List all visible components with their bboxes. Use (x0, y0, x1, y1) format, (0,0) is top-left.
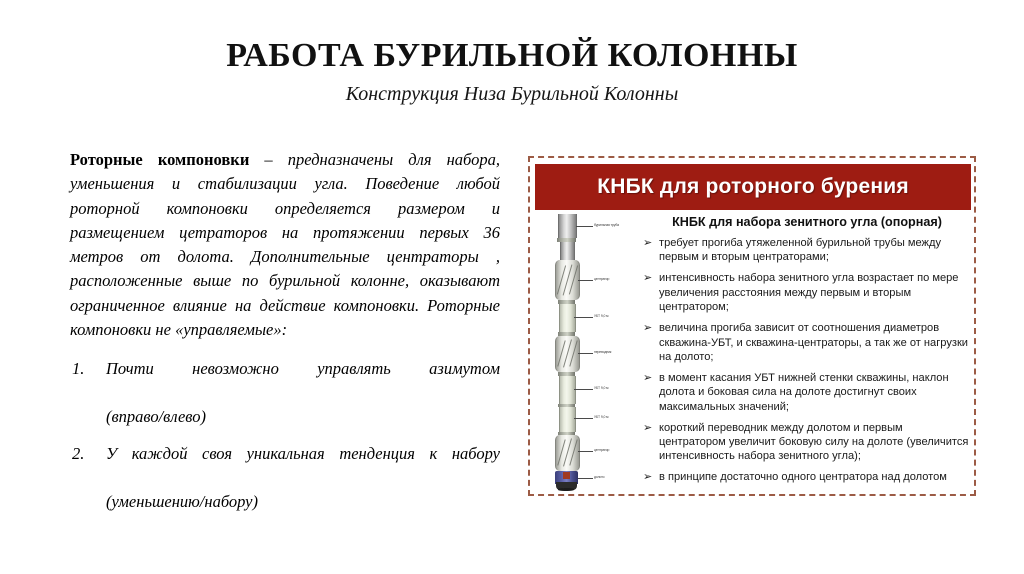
callout-label: УБТ 9,0 м (594, 314, 609, 318)
list-item-line2: (уменьшению/набору) (106, 491, 259, 511)
list-item (70, 357, 500, 429)
callout-line (578, 451, 593, 452)
callout-label: долото (594, 475, 605, 479)
list-item-number: 1. (72, 359, 85, 378)
list-item-text: в момент касания УБТ нижней стенки скважины, наклон долота и боковая сила на долоте достигнут своих максимальных значений; (659, 371, 949, 413)
panel-body (530, 210, 974, 496)
list-item-number: 2. (72, 443, 85, 463)
drill-pipe-segment-icon (558, 214, 577, 238)
drill-collar-icon (559, 376, 576, 404)
stabilizer-icon (555, 260, 580, 300)
intro-paragraph-body: – предназначены для набора, уменьшения и стабилизации угла. Поведение любой роторной компоновки определяется размером и размещением цетраторов на протяжении первых 36 метров от долота. Дополнительные центраторы , расположенные выше по бурильной колонне, оказывают ограниченное влияние на действие компоновки. Роторные компоновки не «управляемые»: (70, 150, 500, 339)
stabilizer-icon (555, 336, 580, 372)
arrow-bullet-icon: ➢ (643, 371, 653, 384)
callout-label: бурильная труба (594, 223, 619, 227)
callout-line (574, 389, 593, 390)
list-item (642, 371, 972, 414)
bha-info-panel (528, 156, 976, 496)
stabilizer-icon (555, 435, 580, 471)
arrow-bullet-icon: ➢ (643, 237, 653, 249)
callout-line (574, 317, 593, 318)
callout-line (578, 280, 593, 281)
bit-nozzle-icon (563, 472, 570, 479)
page-subtitle: Конструкция Низа Бурильной Колонны (345, 82, 679, 105)
callout-line (576, 226, 593, 227)
arrow-bullet-icon: ➢ (643, 322, 653, 335)
intro-lead-term: Роторные компоновки (70, 150, 250, 169)
callout-label: УБТ 9,0 м (594, 386, 609, 390)
intro-paragraph (70, 148, 500, 342)
panel-banner (535, 164, 971, 210)
arrow-bullet-icon: ➢ (643, 471, 653, 484)
list-item (642, 236, 972, 265)
callout-label: переводник (594, 350, 612, 354)
callout-label: центратор (594, 448, 610, 452)
bha-diagram (536, 210, 646, 492)
bullet-column (642, 212, 972, 494)
list-item (642, 321, 972, 364)
list-item-line1: Почти невозможно управлять азимутом (106, 359, 500, 378)
list-item-line1: У каждой своя уникальная тенденция к набору (106, 443, 500, 463)
callout-line (578, 478, 593, 479)
title-block (0, 38, 1024, 106)
list-item-text: требует прогиба утяжеленной бурильной трубы между первым и вторым центраторами; (659, 237, 941, 264)
bit-teeth-icon (558, 488, 574, 491)
callout-label: центратор (594, 277, 610, 281)
drill-pipe-segment-icon (560, 242, 575, 254)
arrow-bullet-icon: ➢ (643, 272, 653, 285)
list-item-text: в принципе достаточно одного центратора над долотом (659, 471, 947, 484)
page-title: РАБОТА БУРИЛЬНОЙ КОЛОННЫ (226, 37, 798, 74)
left-text-column (70, 148, 500, 527)
list-item-text: величина прогиба зависит от соотношения диаметров скважина-УБТ, и скважина-центраторы, а так же от нагрузки на долото; (659, 322, 968, 363)
callout-line (578, 353, 593, 354)
list-item (642, 421, 972, 464)
list-item-text: короткий переводник между долотом и первым центратором увеличит боковую силу на долоте (увеличится интенсивность набора зенитного угла); (659, 421, 969, 463)
list-item (642, 271, 972, 314)
drill-collar-icon (559, 407, 576, 432)
panel-banner-title: КНБК для роторного бурения (597, 175, 909, 198)
bha-characteristics-list (642, 236, 972, 485)
list-item-text: интенсивность набора зенитного угла возрастает по мере увеличения расстояния между первым и вторым центратором; (659, 272, 959, 314)
callout-label: УБТ 9,0 м (594, 415, 609, 419)
callout-line (574, 418, 593, 419)
drill-collar-icon (559, 304, 576, 332)
list-item-line2: (вправо/влево) (106, 406, 206, 426)
rotary-bha-numbered-list (70, 357, 500, 514)
list-item (642, 470, 972, 484)
arrow-bullet-icon: ➢ (643, 421, 653, 434)
list-item (70, 442, 500, 514)
bullet-heading: КНБК для набора зенитного угла (опорная) (672, 215, 942, 229)
